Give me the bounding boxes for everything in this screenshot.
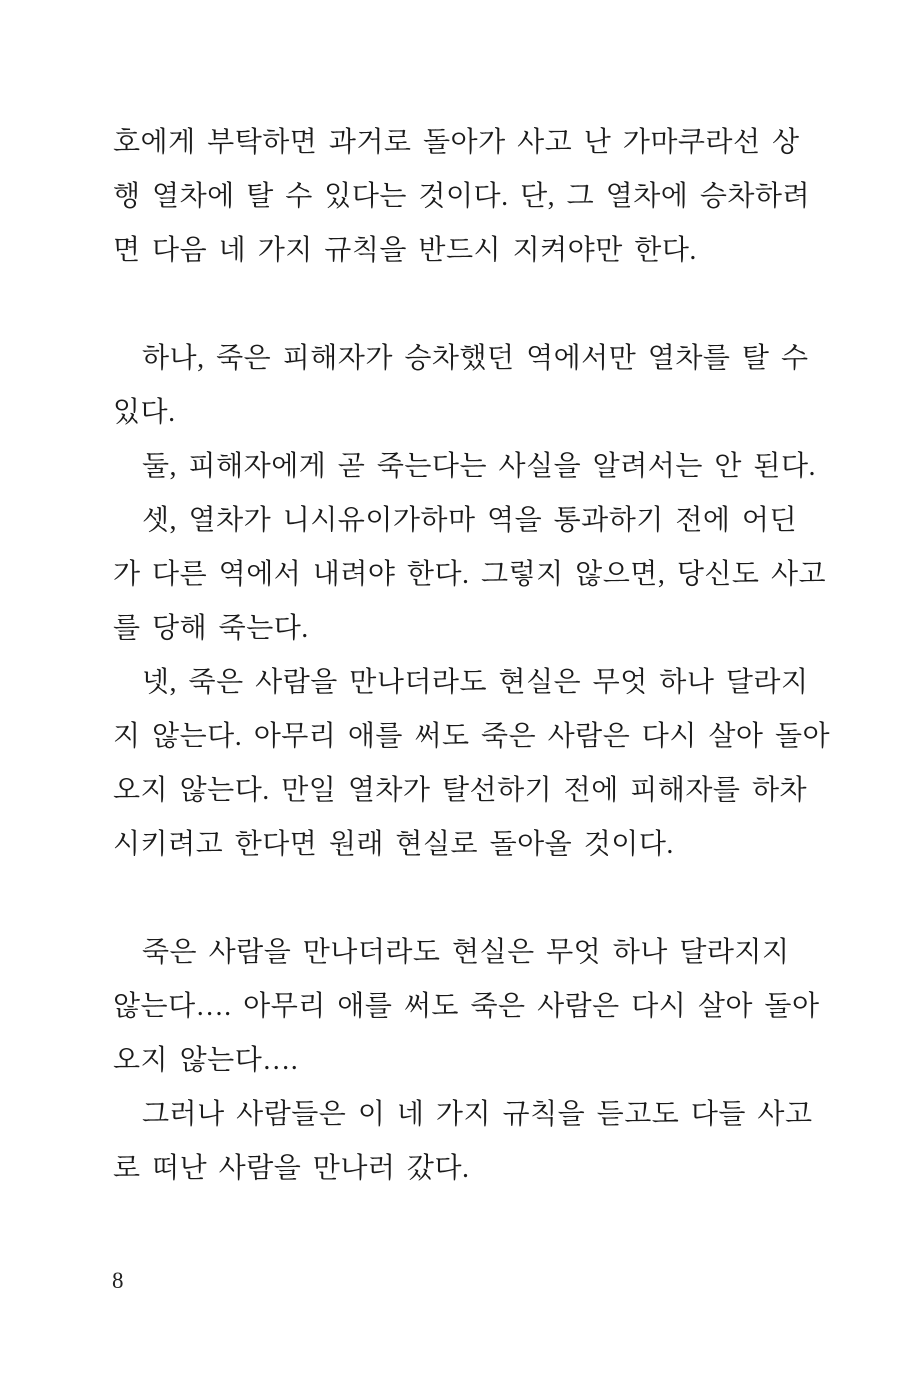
text-line: 둘, 피해자에게 곧 죽는다는 사실을 알려서는 안 된다. — [142, 451, 817, 482]
text-line: 행 열차에 탈 수 있다는 것이다. 단, 그 열차에 승차하려 — [113, 181, 811, 212]
text-line: 호에게 부탁하면 과거로 돌아가 사고 난 가마쿠라선 상 — [113, 127, 800, 158]
page-number: 8 — [112, 1268, 124, 1293]
text-line: 셋, 열차가 니시유이가하마 역을 통과하기 전에 어딘 — [142, 505, 798, 536]
text-line: 하나, 죽은 피해자가 승차했던 역에서만 열차를 탈 수 — [142, 343, 809, 374]
text-line: 가 다른 역에서 내려야 한다. 그렇지 않으면, 당신도 사고 — [113, 559, 827, 590]
text-line: 넷, 죽은 사람을 만나더라도 현실은 무엇 하나 달라지 — [142, 667, 809, 698]
text-line: 그러나 사람들은 이 네 가지 규칙을 듣고도 다들 사고 — [142, 1099, 813, 1130]
text-line: 를 당해 죽는다. — [113, 613, 309, 644]
text-line: 면 다음 네 가지 규칙을 반드시 지켜야만 한다. — [113, 235, 697, 266]
text-line: 로 떠난 사람을 만나러 갔다. — [113, 1153, 470, 1184]
text-line: 오지 않는다. 만일 열차가 탈선하기 전에 피해자를 하차 — [113, 775, 808, 806]
text-line: 시키려고 한다면 원래 현실로 돌아올 것이다. — [113, 829, 674, 860]
text-line: 않는다…. 아무리 애를 써도 죽은 사람은 다시 살아 돌아 — [113, 991, 820, 1022]
text-line: 오지 않는다…. — [113, 1045, 299, 1076]
text-line: 있다. — [113, 397, 176, 428]
text-line: 지 않는다. 아무리 애를 써도 죽은 사람은 다시 살아 돌아 — [113, 721, 831, 752]
text-line: 죽은 사람을 만나더라도 현실은 무엇 하나 달라지지 — [142, 937, 790, 968]
page-text — [113, 116, 831, 1196]
